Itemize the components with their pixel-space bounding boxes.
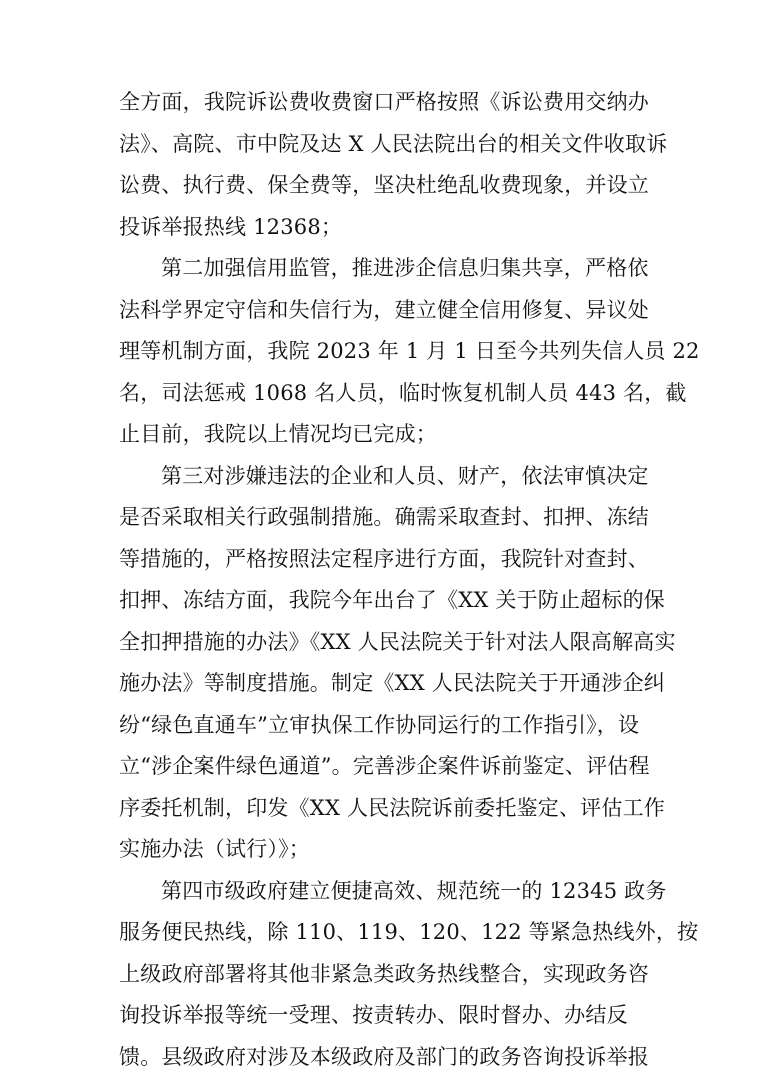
document-body: [119, 82, 659, 1078]
text-line: 实施办法（试行）》；: [119, 829, 659, 871]
text-line: 法》、高院、市中院及达 X 人民法院出台的相关文件收取诉: [119, 124, 659, 166]
text-line: 名，司法惩戒 1068 名人员，临时恢复机制人员 443 名，截: [119, 373, 659, 415]
text-line: 讼费、执行费、保全费等，坚决杜绝乱收费现象，并设立: [119, 165, 659, 207]
text-line: 等措施的，严格按照法定程序进行方面，我院针对查封、: [119, 539, 659, 581]
text-line: 理等机制方面，我院 2023 年 1 月 1 日至今共列失信人员 22: [119, 331, 659, 373]
text-line: 是否采取相关行政强制措施。确需采取查封、扣押、冻结: [119, 497, 659, 539]
paragraph-start-line: 第二加强信用监管，推进涉企信息归集共享，严格依: [119, 248, 659, 290]
text-line: 序委托机制，印发《XX 人民法院诉前委托鉴定、评估工作: [119, 788, 659, 830]
text-line: 纷“绿色直通车”立审执保工作协同运行的工作指引》，设: [119, 705, 659, 747]
text-line: 上级政府部署将其他非紧急类政务热线整合，实现政务咨: [119, 954, 659, 996]
text-line: 投诉举报热线 12368；: [119, 207, 659, 249]
text-line: 馈。县级政府对涉及本级政府及部门的政务咨询投诉举报: [119, 1037, 659, 1078]
text-line: 全扣押措施的办法》《XX 人民法院关于针对法人限高解高实: [119, 622, 659, 664]
text-line: 立“涉企案件绿色通道”。完善涉企案件诉前鉴定、评估程: [119, 746, 659, 788]
text-line: 服务便民热线，除 110、119、120、122 等紧急热线外，按: [119, 912, 659, 954]
text-line: 询投诉举报等统一受理、按责转办、限时督办、办结反: [119, 995, 659, 1037]
text-line: 全方面，我院诉讼费收费窗口严格按照《诉讼费用交纳办: [119, 82, 659, 124]
text-line: 施办法》等制度措施。制定《XX 人民法院关于开通涉企纠: [119, 663, 659, 705]
paragraph-start-line: 第四市级政府建立便捷高效、规范统一的 12345 政务: [119, 871, 659, 913]
paragraph-start-line: 第三对涉嫌违法的企业和人员、财产，依法审慎决定: [119, 456, 659, 498]
text-line: 法科学界定守信和失信行为，建立健全信用修复、异议处: [119, 290, 659, 332]
text-line: 扣押、冻结方面，我院今年出台了《XX 关于防止超标的保: [119, 580, 659, 622]
text-line: 止目前，我院以上情况均已完成；: [119, 414, 659, 456]
